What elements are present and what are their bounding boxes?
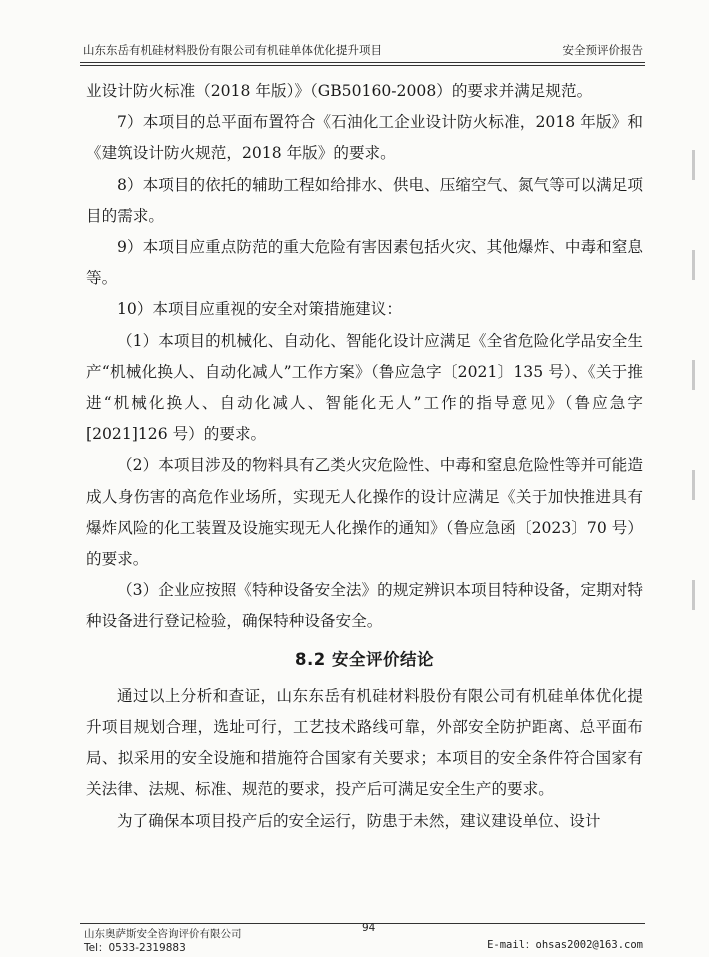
footer-email: E-mail：ohsas2002@163.com bbox=[487, 939, 643, 951]
page-header bbox=[83, 40, 643, 58]
footer-phone: Tel：0533-2319883 bbox=[84, 942, 186, 954]
header-rule bbox=[80, 62, 645, 63]
paragraph-subitem-3: （3）企业应按照《特种设备安全法》的规定辨识本项目特种设备，定期对特种设备进行登记检验，确保特种设备安全。 bbox=[86, 581, 643, 631]
paragraph-item-8: 8）本项目的依托的辅助工程如给排水、供电、压缩空气、氮气等可以满足项目的需求。 bbox=[86, 175, 643, 225]
scan-edge-mark bbox=[692, 580, 695, 610]
paragraph-subitem-2: （2）本项目涉及的物料具有乙类火灾危险性、中毒和窒息危险性等并可能造成人身伤害的高危作业场所，实现无人化操作的设计应满足《关于加快推进具有爆炸风险的化工装置及设施实现无人化操作的通知》（鲁应急函〔2023〕70 号）的要求。 bbox=[86, 456, 643, 569]
scan-edge-mark bbox=[692, 250, 695, 280]
paragraph-item-10: 10）本项目应重视的安全对策措施建议： bbox=[117, 300, 402, 319]
paragraph-item-7: 7）本项目的总平面布置符合《石油化工企业设计防火标准，2018 年版》和《建筑设计防火规范，2018 年版》的要求。 bbox=[86, 113, 643, 163]
recommendation-paragraph: 为了确保本项目投产后的安全运行，防患于未然，建议建设单位、设计 bbox=[117, 811, 601, 830]
header-project-title: 山东东岳有机硅材料股份有限公司有机硅单体优化提升项目 bbox=[83, 43, 382, 57]
scan-edge-mark bbox=[692, 150, 695, 180]
document-body bbox=[86, 76, 643, 837]
paragraph-item-9: 9）本项目应重点防范的重大危险有害因素包括火灾、其他爆炸、中毒和窒息等。 bbox=[86, 238, 643, 288]
footer-company: 山东奥萨斯安全咨询评价有限公司 bbox=[84, 928, 242, 940]
page-number: 94 bbox=[362, 922, 376, 934]
section-heading: 8.2 安全评价结论 bbox=[295, 649, 434, 669]
header-report-type: 安全预评价报告 bbox=[562, 43, 643, 57]
paragraph-continuation: 业设计防火标准（2018 年版）》（GB50160-2008）的要求并满足规范。 bbox=[86, 82, 593, 100]
paragraph-subitem-1: （1）本项目的机械化、自动化、智能化设计应满足《全省危险化学品安全生产“机械化换人、自动化减人”工作方案》（鲁应急字〔2021〕135 号）、《关于推进“机械化换人、自动化减人、智能化无人”工作的指导意见》（鲁应急字[2021]126 号）的要求。 bbox=[86, 331, 643, 444]
header-rule-thin bbox=[80, 65, 645, 66]
conclusion-paragraph: 通过以上分析和查证，山东东岳有机硅材料股份有限公司有机硅单体优化提升项目规划合理，选址可行，工艺技术路线可靠，外部安全防护距离、总平面布局、拟采用的安全设施和措施符合国家有关要求；本项目的安全条件符合国家有关法律、法规、标准、规范的要求，投产后可满足安全生产的要求。 bbox=[86, 686, 643, 799]
page-footer bbox=[84, 922, 643, 955]
scan-edge-mark bbox=[692, 360, 695, 390]
scan-edge-mark bbox=[692, 470, 695, 500]
